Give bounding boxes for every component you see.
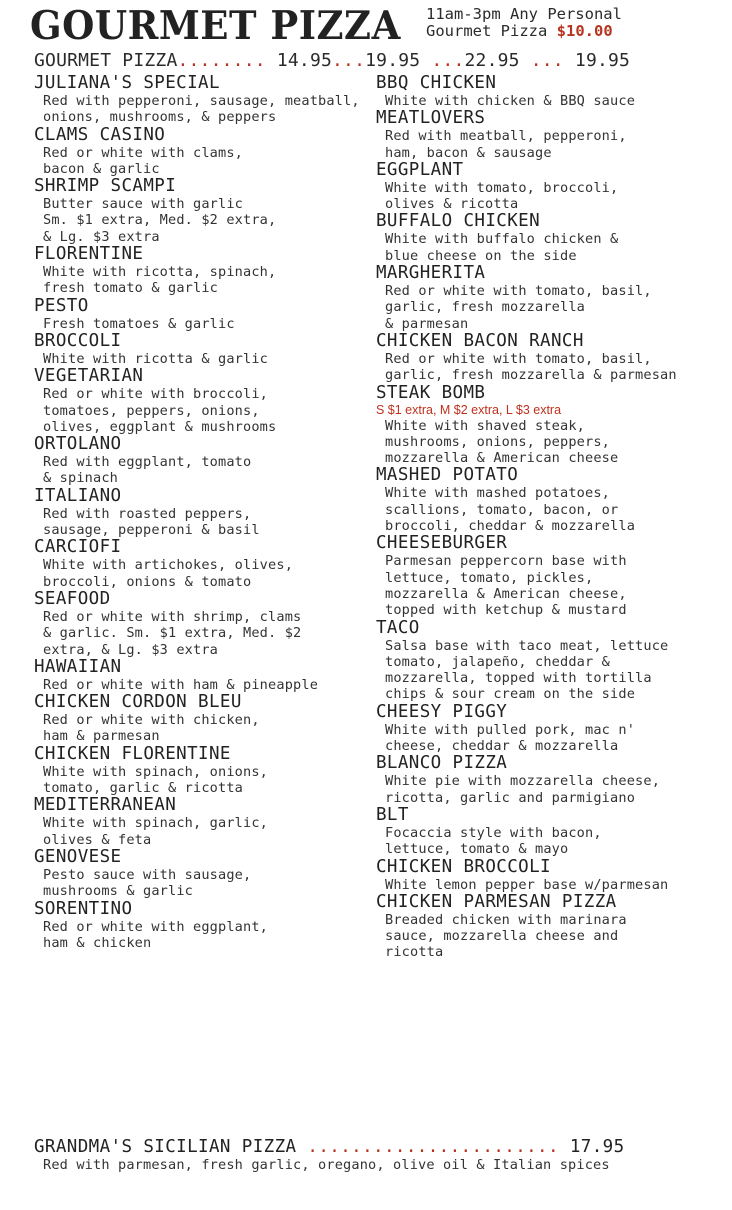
sicilian-desc: Red with parmesan, fresh garlic, oregano, olive oil & Italian spices xyxy=(43,1157,610,1173)
description-line: Red with roasted peppers, xyxy=(43,505,252,522)
pizza-description xyxy=(376,773,726,806)
pizza-name: CHEESEBURGER xyxy=(376,533,508,554)
description-line: Red or white with broccoli, xyxy=(43,386,269,403)
pizza-name: SHRIMP SCAMPI xyxy=(34,176,177,197)
description-line: White with mashed potatoes, xyxy=(385,485,611,502)
pizza-description xyxy=(376,638,726,703)
pizza-name: BROCCOLI xyxy=(34,330,122,351)
lunch-promo xyxy=(426,6,622,40)
pizza-name: CARCIOFI xyxy=(34,537,122,558)
price-personal: 19.95 xyxy=(574,50,631,71)
menu-item xyxy=(34,435,364,487)
description-line: Red or white with clams, xyxy=(43,144,244,161)
menu-item xyxy=(34,487,364,539)
pizza-description xyxy=(376,231,726,264)
description-line: Sm. $1 extra, Med. $2 extra, xyxy=(43,212,277,229)
menu-item xyxy=(34,332,364,367)
pizza-name: MARGHERITA xyxy=(376,263,486,284)
menu-item xyxy=(34,848,364,900)
pizza-description xyxy=(376,180,726,213)
description-line: & garlic. Sm. $1 extra, Med. $2 xyxy=(43,625,302,642)
size-extra-note: S $1 extra, M $2 extra, L $3 extra xyxy=(376,402,562,417)
description-line: White with artichokes, olives, xyxy=(43,557,294,574)
menu-item xyxy=(376,332,726,384)
description-line: olives & ricotta xyxy=(385,196,519,213)
pizza-name: SORENTINO xyxy=(34,898,133,919)
menu-item xyxy=(376,212,726,264)
description-line: White with shaved steak, xyxy=(385,417,586,434)
description-line: tomato, jalapeño, cheddar & xyxy=(385,653,611,670)
description-line: Fresh tomatoes & garlic xyxy=(43,315,235,332)
menu-item xyxy=(34,177,364,245)
sicilian-name: GRANDMA'S SICILIAN PIZZA xyxy=(34,1137,297,1157)
description-line: White pie with mozzarella cheese, xyxy=(385,773,661,790)
menu-item xyxy=(376,534,726,618)
menu-title: GOURMET PIZZA xyxy=(30,2,401,49)
pizza-name: BBQ CHICKEN xyxy=(376,73,497,93)
pizza-description xyxy=(34,454,364,487)
description-line: Red or white with tomato, basil, xyxy=(385,283,652,300)
description-line: Red with meatball, pepperoni, xyxy=(385,128,627,145)
description-line: sauce, mozzarella cheese and xyxy=(385,928,619,945)
description-line: Focaccia style with bacon, xyxy=(385,824,602,841)
description-line: Red or white with eggplant, xyxy=(43,918,269,935)
description-line: bacon & garlic xyxy=(43,160,160,177)
description-line: broccoli, onions & tomato xyxy=(43,573,252,590)
pizza-description xyxy=(376,418,726,467)
description-line: mushrooms & garlic xyxy=(43,883,194,900)
promo-line-2: Gourmet Pizza $10.00 xyxy=(426,22,613,40)
pizza-description xyxy=(34,351,364,367)
pizza-description xyxy=(376,128,726,161)
pizza-name: SEAFOOD xyxy=(34,588,111,609)
menu-item xyxy=(34,126,364,178)
pizza-name: HAWAIIAN xyxy=(34,656,122,677)
pizza-name: CLAMS CASINO xyxy=(34,124,166,145)
description-line: lettuce, tomato, pickles, xyxy=(385,569,594,586)
menu-item xyxy=(376,858,726,893)
description-line: fresh tomato & garlic xyxy=(43,280,219,297)
pizza-description xyxy=(34,557,364,590)
price-medium: 19.95 xyxy=(365,50,421,71)
description-line: White with chicken & BBQ sauce xyxy=(385,93,636,109)
pizza-description xyxy=(376,825,726,858)
description-line: tomato, garlic & ricotta xyxy=(43,780,244,797)
pizza-description xyxy=(376,553,726,618)
pizza-description xyxy=(34,712,364,745)
menu-item xyxy=(376,264,726,332)
pizza-name: TACO xyxy=(376,617,420,638)
sicilian-section xyxy=(34,1138,714,1173)
description-line: Red with eggplant, tomato xyxy=(43,454,252,471)
price-row-label: GOURMET PIZZA xyxy=(34,50,178,71)
description-line: Red or white with chicken, xyxy=(43,712,260,729)
description-line: mozzarella & American cheese, xyxy=(385,585,627,602)
description-line: olives, eggplant & mushrooms xyxy=(43,418,277,435)
pizza-name: BUFFALO CHICKEN xyxy=(376,211,541,232)
pizza-description xyxy=(34,677,364,693)
leader-dots: ... xyxy=(431,50,465,71)
menu-item xyxy=(34,900,364,952)
description-line: garlic, fresh mozzarella xyxy=(385,299,586,316)
description-line: White with pulled pork, mac n' xyxy=(385,721,636,738)
left-menu-column xyxy=(34,74,364,951)
menu-item xyxy=(376,703,726,755)
pizza-name: FLORENTINE xyxy=(34,244,144,265)
pizza-description xyxy=(34,609,364,658)
menu-item xyxy=(376,384,726,467)
menu-item xyxy=(34,297,364,332)
description-line: White with ricotta, spinach, xyxy=(43,264,277,281)
menu-item xyxy=(376,74,726,109)
menu-item xyxy=(376,161,726,213)
description-line: tomatoes, peppers, onions, xyxy=(43,402,260,419)
right-menu-column xyxy=(376,74,726,961)
menu-item xyxy=(376,806,726,858)
pizza-name: STEAK BOMB xyxy=(376,382,486,403)
pizza-description xyxy=(34,867,364,900)
pizza-name: MASHED POTATO xyxy=(376,465,519,486)
description-line: White with tomato, broccoli, xyxy=(385,179,619,196)
pizza-description xyxy=(34,145,364,178)
pizza-description xyxy=(376,485,726,534)
price-large: 22.95 xyxy=(464,50,520,71)
sicilian-row xyxy=(34,1138,714,1157)
pizza-name: PESTO xyxy=(34,295,89,316)
price-small: 14.95 xyxy=(276,50,333,71)
description-line: ricotta, garlic and parmigiano xyxy=(385,789,636,806)
pizza-description xyxy=(376,283,726,332)
pizza-description xyxy=(376,877,726,893)
description-line: ham & parmesan xyxy=(43,728,160,745)
pizza-description xyxy=(376,912,726,961)
pizza-description xyxy=(34,316,364,332)
description-line: garlic, fresh mozzarella & parmesan xyxy=(385,367,677,384)
leader-dots: ... xyxy=(530,50,564,71)
description-line: Breaded chicken with marinara xyxy=(385,911,627,928)
description-line: Red or white with ham & pineapple xyxy=(43,676,319,693)
description-line: Red or white with shrimp, clams xyxy=(43,608,302,625)
description-line: & parmesan xyxy=(385,315,469,332)
description-line: chips & sour cream on the side xyxy=(385,686,636,703)
description-line: mozzarella, topped with tortilla xyxy=(385,670,652,687)
pizza-description xyxy=(34,815,364,848)
pizza-description xyxy=(34,196,364,245)
pizza-name: MEATLOVERS xyxy=(376,108,486,129)
pizza-name: GENOVESE xyxy=(34,846,122,867)
menu-item xyxy=(376,109,726,161)
menu-header xyxy=(30,2,720,50)
menu-item xyxy=(34,796,364,848)
pizza-description xyxy=(34,506,364,539)
description-line: Parmesan peppercorn base with xyxy=(385,553,627,570)
promo-line-1: 11am-3pm Any Personal xyxy=(426,5,622,23)
leader-dots: ... xyxy=(332,50,366,71)
pizza-name: CHICKEN FLORENTINE xyxy=(34,743,231,764)
pizza-name: EGGPLANT xyxy=(376,159,464,180)
description-line: Butter sauce with garlic xyxy=(43,196,244,213)
menu-item xyxy=(376,619,726,703)
description-line: sausage, pepperoni & basil xyxy=(43,522,260,539)
menu-item xyxy=(34,367,364,435)
sicilian-price: 17.95 xyxy=(569,1137,625,1157)
description-line: White with ricotta & garlic xyxy=(43,350,269,367)
menu-item xyxy=(34,538,364,590)
pizza-name: CHICKEN PARMESAN PIZZA xyxy=(376,891,617,912)
pizza-name: BLANCO PIZZA xyxy=(376,753,508,774)
description-line: lettuce, tomato & mayo xyxy=(385,841,569,858)
description-line: topped with ketchup & mustard xyxy=(385,602,627,619)
description-line: Pesto sauce with sausage, xyxy=(43,866,252,883)
pizza-description xyxy=(376,722,726,755)
description-line: White with spinach, onions, xyxy=(43,763,269,780)
pizza-description xyxy=(376,93,726,109)
description-line: blue cheese on the side xyxy=(385,247,577,264)
description-line: ricotta xyxy=(385,944,444,961)
pizza-name: ORTOLANO xyxy=(34,434,122,455)
description-line: broccoli, cheddar & mozzarella xyxy=(385,518,636,535)
pizza-name: CHICKEN CORDON BLEU xyxy=(34,692,242,713)
description-line: White with buffalo chicken & xyxy=(385,231,619,248)
pizza-description xyxy=(34,264,364,297)
description-line: onions, mushrooms, & peppers xyxy=(43,109,277,126)
menu-item xyxy=(34,74,364,126)
description-line: ham & chicken xyxy=(43,934,152,951)
size-price-row xyxy=(34,50,694,71)
pizza-name: CHICKEN BACON RANCH xyxy=(376,330,584,351)
description-line: White with spinach, garlic, xyxy=(43,815,269,832)
leader-dots: ........ xyxy=(177,50,266,71)
pizza-name: CHICKEN BROCCOLI xyxy=(376,856,551,877)
pizza-description xyxy=(34,764,364,797)
menu-item xyxy=(34,590,364,658)
description-line: extra, & Lg. $3 extra xyxy=(43,641,219,658)
description-line: Salsa base with taco meat, lettuce xyxy=(385,637,669,654)
description-line: mozzarella & American cheese xyxy=(385,450,619,467)
pizza-name: CHEESY PIGGY xyxy=(376,701,508,722)
pizza-name: MEDITERRANEAN xyxy=(34,795,177,816)
pizza-description xyxy=(34,386,364,435)
menu-item xyxy=(34,745,364,797)
pizza-name: BLT xyxy=(376,804,409,825)
pizza-name: JULIANA'S SPECIAL xyxy=(34,73,220,93)
menu-item xyxy=(376,754,726,806)
pizza-name: VEGETARIAN xyxy=(34,366,144,387)
leader-dots: ....................... xyxy=(307,1137,559,1157)
menu-item xyxy=(34,245,364,297)
description-line: & Lg. $3 extra xyxy=(43,228,160,245)
menu-item xyxy=(376,466,726,534)
promo-price: $10.00 xyxy=(556,22,613,40)
description-line: scallions, tomato, bacon, or xyxy=(385,501,619,518)
description-line: cheese, cheddar & mozzarella xyxy=(385,738,619,755)
menu-item xyxy=(34,693,364,745)
pizza-description xyxy=(34,919,364,952)
description-line: ham, bacon & sausage xyxy=(385,144,552,161)
description-line: White lemon pepper base w/parmesan xyxy=(385,876,669,893)
pizza-name: ITALIANO xyxy=(34,485,122,506)
menu-item xyxy=(376,893,726,961)
description-line: Red or white with tomato, basil, xyxy=(385,350,652,367)
description-line: & spinach xyxy=(43,470,119,487)
description-line: mushrooms, onions, peppers, xyxy=(385,433,611,450)
description-line: olives & feta xyxy=(43,831,152,848)
menu-item xyxy=(34,658,364,693)
pizza-description xyxy=(376,351,726,384)
pizza-description xyxy=(34,93,364,126)
description-line: Red with pepperoni, sausage, meatball, xyxy=(43,93,360,109)
